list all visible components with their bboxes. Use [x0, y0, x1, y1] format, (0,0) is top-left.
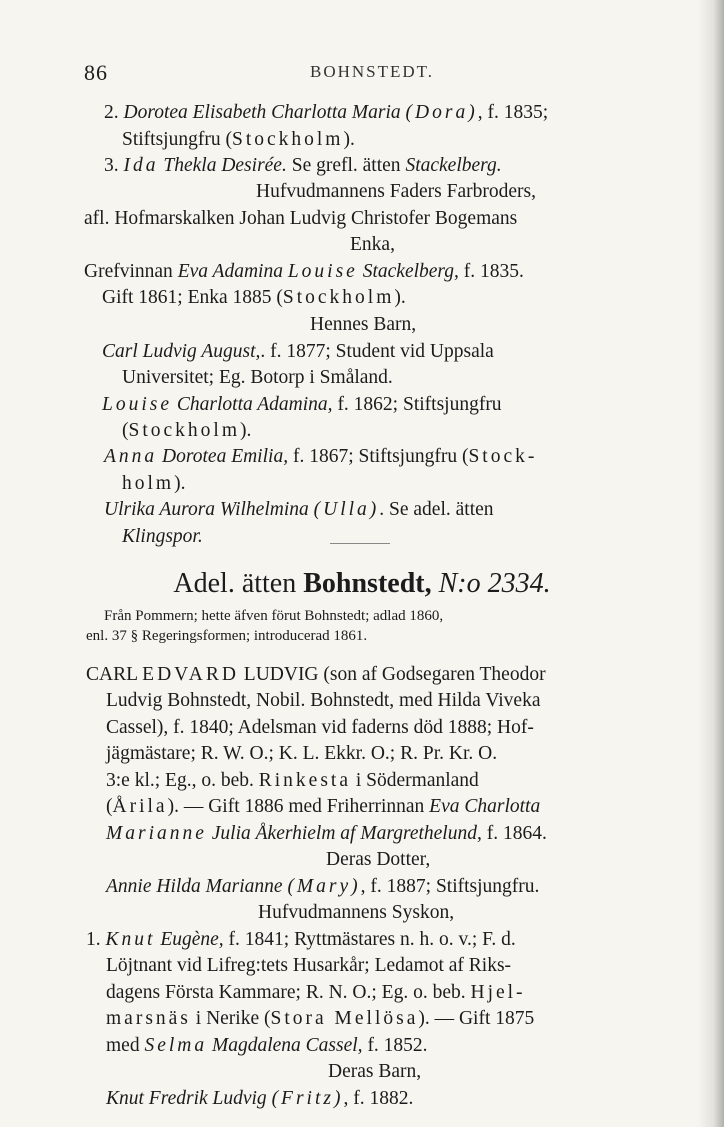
bottom-line-10	[258, 900, 454, 926]
text-run: Selma	[144, 1035, 208, 1056]
text-run: ). — Gift 1886 med Friherrinnan	[167, 796, 430, 817]
text-run: Louise	[287, 261, 358, 282]
page-number: 86	[84, 60, 108, 85]
text-run: Cassel), f. 1840; Adelsman vid faderns död 1888; Hof-	[106, 717, 534, 738]
text-run: afl. Hofmarskalken Johan Ludvig Christofer Bogemans	[84, 208, 518, 229]
top-line-7	[84, 259, 524, 285]
bottom-line-2	[106, 688, 540, 714]
intro-line-1: Från Pommern; hette äfven förut Bohnstedt; adlad 1860,	[104, 608, 444, 624]
text-run: . f. 1877; Student vid Uppsala	[260, 341, 494, 362]
bottom-line-11	[86, 927, 516, 953]
text-run: CARL	[86, 664, 143, 685]
text-run: Carl Ludvig August,	[102, 341, 261, 362]
text-run: ). — Gift 1875	[418, 1008, 535, 1029]
text-run: Stackelberg,	[357, 261, 459, 282]
heading-family-name: Bohnstedt,	[303, 568, 432, 599]
text-run: f. 1867; Stiftsjungfru (	[288, 446, 469, 467]
top-line-10	[102, 339, 494, 365]
top-line-13	[122, 418, 251, 444]
text-run: Grefvinnan	[84, 261, 178, 282]
text-run: ).	[343, 129, 355, 150]
heading-prefix: Adel. ätten	[173, 568, 304, 599]
top-line-15	[122, 471, 185, 497]
text-run: Gift 1861; Enka 1885 (	[102, 287, 283, 308]
bottom-line-14	[106, 1006, 534, 1032]
text-run: Löjtnant vid Lifreg:tets Husarkår; Ledamot af Riks-	[106, 955, 512, 976]
top-line-16	[104, 497, 494, 523]
top-line-11	[122, 365, 393, 391]
text-run: dagens Första Kammare; R. N. O.; Eg. o. beb.	[106, 982, 471, 1003]
text-run: Ulrika Aurora Wilhelmina	[104, 499, 314, 520]
text-run: (Dora)	[405, 102, 478, 123]
heading-number: N:o 2334.	[431, 568, 551, 599]
text-run: f. 1835.	[458, 261, 524, 282]
text-run: Klingspor.	[122, 526, 203, 547]
text-run: (	[122, 420, 129, 441]
text-run: Deras Dotter,	[326, 849, 431, 870]
text-run: (	[106, 796, 113, 817]
bottom-line-7	[106, 821, 547, 847]
text-run: Magdalena Cassel,	[207, 1035, 363, 1056]
bottom-line-17	[106, 1086, 413, 1112]
top-line-14	[104, 444, 537, 470]
text-run: Enka,	[350, 234, 395, 255]
bottom-line-13	[106, 980, 526, 1006]
top-line-17	[122, 524, 203, 550]
text-run: Knut Fredrik Ludvig	[106, 1088, 272, 1109]
text-run: ).	[240, 420, 252, 441]
top-line-9	[310, 312, 416, 338]
text-run: Stockholm	[282, 287, 395, 308]
text-run: i Södermanland	[350, 770, 479, 791]
text-run: Årila	[112, 796, 168, 817]
text-run: Stockholm	[128, 420, 241, 441]
text-run: Ida	[123, 155, 159, 176]
top-line-3	[104, 153, 502, 179]
text-run: , f. 1835;	[477, 102, 549, 123]
bottom-line-9	[106, 874, 539, 900]
text-run: Eugène,	[155, 929, 224, 950]
text-run: Universitet; Eg. Botorp i Småland.	[122, 367, 393, 388]
bottom-line-8	[326, 847, 430, 873]
text-run: f. 1862; Stiftsjungfru	[332, 394, 502, 415]
text-run: Dorotea Emilia,	[157, 446, 289, 467]
bottom-line-4	[106, 741, 497, 767]
text-run: Se grefl. ätten	[286, 155, 406, 176]
page-header	[84, 60, 684, 86]
text-run: med	[106, 1035, 145, 1056]
text-run: f. 1864.	[481, 823, 547, 844]
text-run: f. 1841; Ryttmästares n. h. o. v.; F. d.	[223, 929, 516, 950]
text-run: (Fritz)	[271, 1088, 344, 1109]
text-run: ).	[394, 287, 406, 308]
text-run: ).	[174, 473, 186, 494]
text-run: (Ulla)	[313, 499, 380, 520]
text-run: marsnäs	[106, 1008, 191, 1029]
text-run: . Se adel. ätten	[379, 499, 494, 520]
bottom-line-16	[328, 1059, 421, 1085]
top-line-1	[104, 100, 548, 126]
text-run: Charlotta Adamina,	[172, 394, 333, 415]
text-run: Stora Mellösa	[270, 1008, 419, 1029]
text-run: Hjel-	[470, 982, 526, 1003]
bottom-line-3	[106, 715, 534, 741]
intro-line-2: enl. 37 § Regeringsformen; introducerad 1861.	[86, 628, 368, 644]
top-line-6	[350, 232, 395, 258]
section-divider	[330, 543, 390, 544]
text-run: holm	[122, 473, 175, 494]
top-line-8	[102, 285, 406, 311]
text-run: Stiftsjungfru (	[122, 129, 232, 150]
text-run: Anna	[104, 446, 158, 467]
text-run: 3:e kl.; Eg., o. beb.	[106, 770, 259, 791]
list-number: 1.	[86, 929, 106, 950]
text-run: Rinkesta	[258, 770, 351, 791]
list-number: 2.	[104, 102, 124, 123]
list-number: 3.	[104, 155, 124, 176]
bottom-line-15	[106, 1033, 428, 1059]
section-heading	[0, 568, 724, 600]
bottom-line-1	[86, 662, 546, 688]
text-run: Hufvudmannens Faders Farbroders,	[256, 181, 536, 202]
top-line-4	[256, 179, 536, 205]
text-run: Hufvudmannens Syskon,	[258, 902, 455, 923]
text-run: Julia Åkerhielm af Margrethelund,	[206, 823, 482, 844]
bottom-line-6	[106, 794, 540, 820]
top-line-5	[84, 206, 517, 232]
text-run: Deras Barn,	[328, 1061, 422, 1082]
text-run: i Nerike (	[190, 1008, 271, 1029]
text-run: Dorotea Elisabeth Charlotta Maria	[123, 102, 406, 123]
text-run: (Mary)	[287, 876, 361, 897]
running-head: BOHNSTEDT.	[310, 62, 435, 81]
text-run: Ludvig Bohnstedt, Nobil. Bohnstedt, med Hilda Viveka	[106, 690, 541, 711]
text-run: LUDVIG (son af Godsegaren Theodor	[238, 664, 546, 685]
text-run: f. 1852.	[362, 1035, 428, 1056]
text-run: EDVARD	[142, 664, 239, 685]
text-run: Eva Adamina	[177, 261, 288, 282]
text-run: Stock-	[468, 446, 538, 467]
text-run: jägmästare; R. W. O.; K. L. Ekkr. O.; R. Pr. Kr. O.	[106, 743, 498, 764]
text-run: Marianne	[106, 823, 207, 844]
text-run: Louise	[102, 394, 173, 415]
text-run: Stockholm	[231, 129, 344, 150]
bottom-line-12	[106, 953, 511, 979]
text-run: Thekla Desirée.	[158, 155, 287, 176]
text-run: Hennes Barn,	[310, 314, 417, 335]
top-line-12	[102, 392, 502, 418]
text-run: Annie Hilda Marianne	[106, 876, 288, 897]
text-run: Eva Charlotta	[429, 796, 541, 817]
text-run: , f. 1887; Stiftsjungfru.	[360, 876, 540, 897]
text-run: , f. 1882.	[343, 1088, 414, 1109]
text-run: Knut	[105, 929, 156, 950]
top-line-2	[122, 127, 355, 153]
bottom-line-5	[106, 768, 479, 794]
text-run: Stackelberg.	[405, 155, 502, 176]
